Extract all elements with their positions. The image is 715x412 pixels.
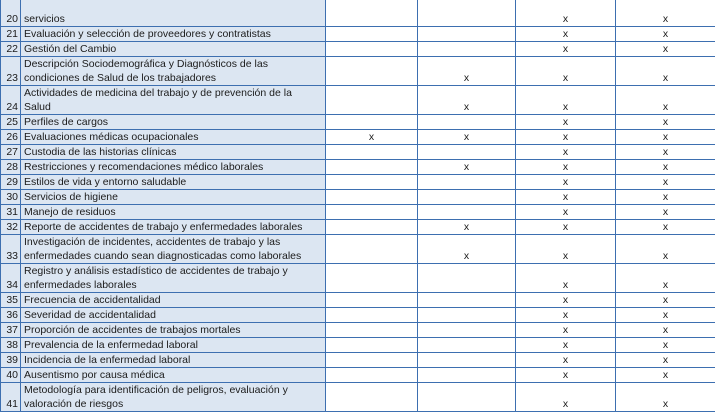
mark-cell-col-2[interactable] (418, 190, 516, 205)
row-number-cell[interactable]: 41 (1, 383, 21, 412)
mark-cell-col-1[interactable] (326, 383, 418, 412)
mark-cell-col-2[interactable] (418, 145, 516, 160)
table-row (1, 308, 715, 323)
description-line: Investigación de incidentes, accidentes de trabajo y las (24, 235, 322, 249)
row-number-cell[interactable]: 23 (1, 57, 21, 86)
row-number-cell[interactable]: 27 (1, 145, 21, 160)
row-number-cell[interactable]: 25 (1, 115, 21, 130)
mark-cell-col-2[interactable] (418, 323, 516, 338)
table-row (1, 205, 715, 220)
description-line: Registro y análisis estadístico de accidentes de trabajo y (24, 264, 322, 278)
mark-cell-col-2[interactable] (418, 368, 516, 383)
description-line: enfermedades laborales (24, 278, 322, 292)
mark-cell-col-3[interactable]: x (516, 175, 616, 190)
mark-cell-col-1[interactable] (326, 115, 418, 130)
mark-cell-col-2[interactable] (418, 338, 516, 353)
mark-cell-col-3[interactable]: x (516, 338, 616, 353)
row-number-cell[interactable]: 31 (1, 205, 21, 220)
mark-cell-col-4[interactable]: x (616, 57, 715, 86)
mark-cell-col-1[interactable]: x (326, 130, 418, 145)
description-line: valoración de riesgos (24, 397, 322, 411)
mark-cell-col-1[interactable] (326, 42, 418, 57)
description-line: Servicios de higiene (24, 190, 322, 204)
mark-cell-col-3[interactable]: x (516, 27, 616, 42)
mark-cell-col-2[interactable] (418, 264, 516, 293)
table-row (1, 353, 715, 368)
row-number-cell[interactable]: 28 (1, 160, 21, 175)
mark-cell-col-4[interactable]: x (616, 338, 715, 353)
mark-cell-col-3[interactable]: x (516, 220, 616, 235)
mark-cell-col-3[interactable]: x (516, 145, 616, 160)
description-line: Frecuencia de accidentalidad (24, 293, 322, 307)
mark-cell-col-2[interactable]: x (418, 130, 516, 145)
description-cell[interactable] (21, 338, 326, 353)
mark-cell-col-4[interactable]: x (616, 323, 715, 338)
description-cell[interactable] (21, 115, 326, 130)
row-number-cell[interactable]: 20 (1, 0, 21, 27)
mark-cell-col-2[interactable] (418, 353, 516, 368)
mark-cell-col-2[interactable]: x (418, 57, 516, 86)
mark-cell-col-3[interactable]: x (516, 130, 616, 145)
description-line: Estilos de vida y entorno saludable (24, 175, 322, 189)
description-cell[interactable] (21, 220, 326, 235)
mark-cell-col-4[interactable]: x (616, 145, 715, 160)
mark-cell-col-4[interactable]: x (616, 368, 715, 383)
description-cell[interactable] (21, 175, 326, 190)
description-line: Ausentismo por causa médica (24, 368, 322, 382)
description-cell[interactable] (21, 86, 326, 115)
row-number-cell[interactable]: 35 (1, 293, 21, 308)
description-cell[interactable] (21, 308, 326, 323)
row-number-cell[interactable]: 21 (1, 27, 21, 42)
description-line: Restricciones y recomendaciones médico laborales (24, 160, 322, 174)
description-cell[interactable] (21, 160, 326, 175)
description-line: Incidencia de la enfermedad laboral (24, 353, 322, 367)
table-row (1, 145, 715, 160)
mark-cell-col-4[interactable]: x (616, 293, 715, 308)
table-row (1, 86, 715, 115)
description-cell[interactable] (21, 323, 326, 338)
mark-cell-col-1[interactable] (326, 353, 418, 368)
mark-cell-col-3[interactable]: x (516, 57, 616, 86)
table-row (1, 235, 715, 264)
mark-cell-col-1[interactable] (326, 308, 418, 323)
description-cell[interactable] (21, 383, 326, 412)
description-line: Actividades de medicina del trabajo y de prevención de la (24, 86, 322, 100)
description-line: Descripción Sociodemográfica y Diagnósticos de las (24, 57, 322, 71)
mark-cell-col-2[interactable] (418, 115, 516, 130)
description-cell[interactable] (21, 353, 326, 368)
mark-cell-col-3[interactable]: x (516, 190, 616, 205)
row-number-cell[interactable]: 34 (1, 264, 21, 293)
mark-cell-col-4[interactable]: x (616, 190, 715, 205)
mark-cell-col-3[interactable]: x (516, 368, 616, 383)
table-row (1, 160, 715, 175)
mark-cell-col-1[interactable] (326, 160, 418, 175)
mark-cell-col-4[interactable]: x (616, 42, 715, 57)
row-number-cell[interactable]: 37 (1, 323, 21, 338)
table-row (1, 190, 715, 205)
table-row (1, 27, 715, 42)
mark-cell-col-1[interactable] (326, 323, 418, 338)
table-row (1, 130, 715, 145)
description-line: Salud (24, 100, 322, 114)
mark-cell-col-3[interactable]: x (516, 293, 616, 308)
description-line: Proporción de accidentes de trabajos mortales (24, 323, 322, 337)
mark-cell-col-4[interactable]: x (616, 353, 715, 368)
mark-cell-col-1[interactable] (326, 338, 418, 353)
description-cell[interactable] (21, 205, 326, 220)
mark-cell-col-1[interactable] (326, 368, 418, 383)
description-line: Evaluaciones médicas ocupacionales (24, 130, 322, 144)
row-number-cell[interactable]: 39 (1, 353, 21, 368)
row-number-cell[interactable]: 33 (1, 235, 21, 264)
description-cell[interactable] (21, 130, 326, 145)
mark-cell-col-2[interactable] (418, 175, 516, 190)
mark-cell-col-2[interactable] (418, 308, 516, 323)
row-number-cell[interactable]: 24 (1, 86, 21, 115)
mark-cell-col-4[interactable]: x (616, 220, 715, 235)
description-cell[interactable] (21, 42, 326, 57)
description-line: Prevalencia de la enfermedad laboral (24, 338, 322, 352)
mark-cell-col-2[interactable] (418, 42, 516, 57)
mark-cell-col-3[interactable]: x (516, 205, 616, 220)
mark-cell-col-1[interactable] (326, 86, 418, 115)
mark-cell-col-1[interactable] (326, 145, 418, 160)
mark-cell-col-3[interactable]: x (516, 353, 616, 368)
table-row (1, 42, 715, 57)
mark-cell-col-4[interactable]: x (616, 86, 715, 115)
mark-cell-col-1[interactable] (326, 0, 418, 27)
mark-cell-col-2[interactable] (418, 27, 516, 42)
mark-cell-col-2[interactable] (418, 293, 516, 308)
mark-cell-col-4[interactable]: x (616, 27, 715, 42)
mark-cell-col-1[interactable] (326, 264, 418, 293)
mark-cell-col-3[interactable]: x (516, 160, 616, 175)
mark-cell-col-4[interactable]: x (616, 264, 715, 293)
table-row (1, 115, 715, 130)
description-line (24, 0, 322, 12)
mark-cell-col-1[interactable] (326, 293, 418, 308)
description-line: Severidad de accidentalidad (24, 308, 322, 322)
table-row (1, 220, 715, 235)
mark-cell-col-3[interactable]: x (516, 264, 616, 293)
mark-cell-col-3[interactable]: x (516, 0, 616, 27)
mark-cell-col-3[interactable]: x (516, 383, 616, 412)
mark-cell-col-2[interactable] (418, 383, 516, 412)
description-line: Perfiles de cargos (24, 115, 322, 129)
description-line: Manejo de residuos (24, 205, 322, 219)
mark-cell-col-4[interactable]: x (616, 115, 715, 130)
mark-cell-col-4[interactable]: x (616, 308, 715, 323)
mark-cell-col-2[interactable] (418, 205, 516, 220)
description-line: enfermedades cuando sean diagnosticadas como laborales (24, 249, 322, 263)
mark-cell-col-3[interactable]: x (516, 115, 616, 130)
mark-cell-col-4[interactable]: x (616, 235, 715, 264)
table-row (1, 383, 715, 412)
mark-cell-col-4[interactable]: x (616, 175, 715, 190)
mark-cell-col-2[interactable]: x (418, 160, 516, 175)
table-row (1, 293, 715, 308)
description-cell[interactable] (21, 368, 326, 383)
description-cell[interactable] (21, 27, 326, 42)
mark-cell-col-4[interactable]: x (616, 160, 715, 175)
mark-cell-col-2[interactable]: x (418, 220, 516, 235)
description-line: Gestión del Cambio (24, 42, 322, 56)
mark-cell-col-4[interactable]: x (616, 130, 715, 145)
mark-cell-col-3[interactable]: x (516, 308, 616, 323)
mark-cell-col-1[interactable] (326, 57, 418, 86)
table-row (1, 323, 715, 338)
mark-cell-col-3[interactable]: x (516, 86, 616, 115)
description-cell[interactable] (21, 57, 326, 86)
mark-cell-col-1[interactable] (326, 190, 418, 205)
table-row (1, 338, 715, 353)
table-row (1, 264, 715, 293)
row-number-cell[interactable]: 38 (1, 338, 21, 353)
row-number-cell[interactable]: 32 (1, 220, 21, 235)
row-number-cell[interactable]: 36 (1, 308, 21, 323)
description-line: Custodia de las historias clínicas (24, 145, 322, 159)
description-cell[interactable] (21, 0, 326, 27)
mark-cell-col-4[interactable]: x (616, 0, 715, 27)
mark-cell-col-1[interactable] (326, 27, 418, 42)
description-cell[interactable] (21, 190, 326, 205)
mark-cell-col-4[interactable]: x (616, 383, 715, 412)
mark-cell-col-1[interactable] (326, 175, 418, 190)
mark-cell-col-1[interactable] (326, 235, 418, 264)
description-cell[interactable] (21, 145, 326, 160)
description-line: servicios (24, 12, 322, 26)
mark-cell-col-2[interactable]: x (418, 86, 516, 115)
mark-cell-col-3[interactable]: x (516, 323, 616, 338)
mark-cell-col-1[interactable] (326, 220, 418, 235)
table-row (1, 0, 715, 27)
mark-cell-col-4[interactable]: x (616, 205, 715, 220)
description-line: Reporte de accidentes de trabajo y enfermedades laborales (24, 220, 322, 234)
table-row (1, 368, 715, 383)
mark-cell-col-3[interactable]: x (516, 42, 616, 57)
description-line: Evaluación y selección de proveedores y contratistas (24, 27, 322, 41)
table-row (1, 57, 715, 86)
description-cell[interactable] (21, 293, 326, 308)
mark-cell-col-1[interactable] (326, 205, 418, 220)
row-number-cell[interactable]: 40 (1, 368, 21, 383)
mark-cell-col-2[interactable]: x (418, 235, 516, 264)
row-number-cell[interactable]: 26 (1, 130, 21, 145)
description-cell[interactable] (21, 264, 326, 293)
row-number-cell[interactable]: 29 (1, 175, 21, 190)
row-number-cell[interactable]: 30 (1, 190, 21, 205)
table-row (1, 175, 715, 190)
mark-cell-col-2[interactable] (418, 0, 516, 27)
description-line: Metodología para identificación de peligros, evaluación y (24, 383, 322, 397)
mark-cell-col-3[interactable]: x (516, 235, 616, 264)
description-line: condiciones de Salud de los trabajadores (24, 71, 322, 85)
row-number-cell[interactable]: 22 (1, 42, 21, 57)
description-cell[interactable] (21, 235, 326, 264)
